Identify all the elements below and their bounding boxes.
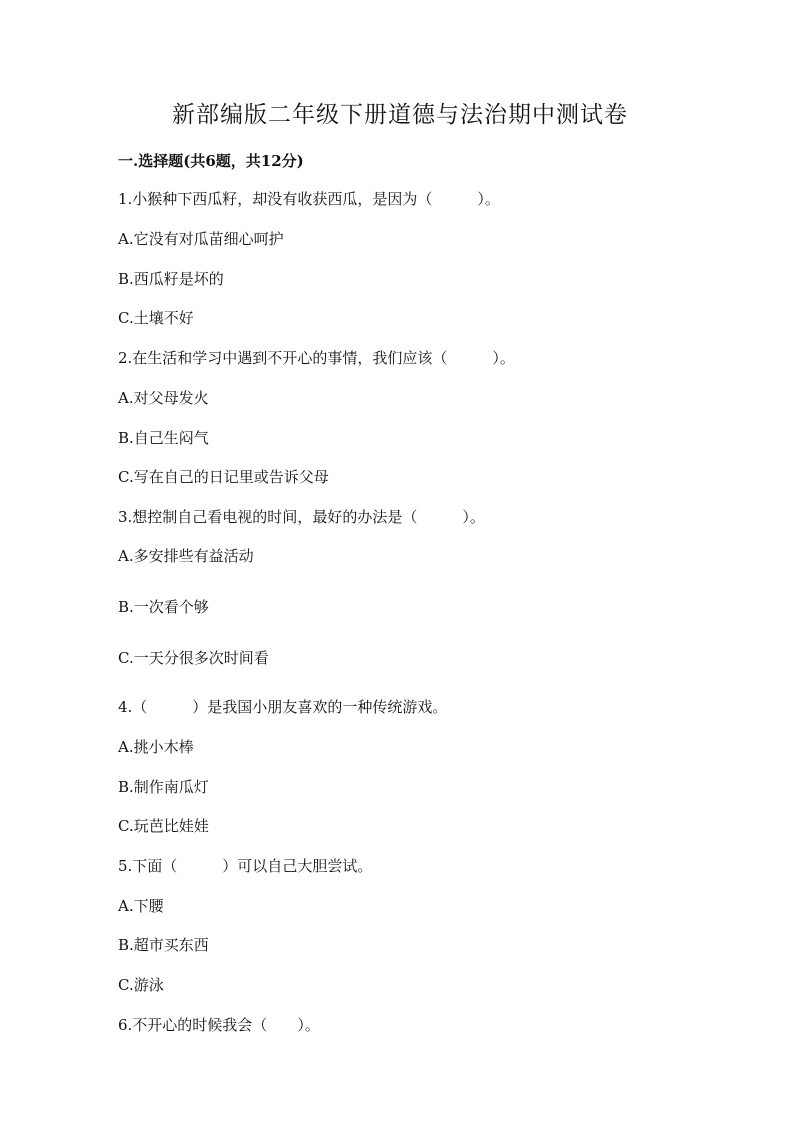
question-4-stem: 4.（ ）是我国小朋友喜欢的一种传统游戏。	[118, 698, 448, 716]
question-2-stem: 2.在生活和学习中遇到不开心的事情，我们应该（ ）。	[118, 349, 515, 367]
question-2-option-a: A.对父母发火	[118, 389, 209, 407]
question-3-stem: 3.想控制自己看电视的时间，最好的办法是（ ）。	[118, 508, 485, 526]
question-1-option-c: C.土壤不好	[118, 309, 194, 327]
question-2-option-c: C.写在自己的日记里或告诉父母	[118, 468, 329, 486]
question-5-option-b: B.超市买东西	[118, 936, 209, 954]
question-3-option-c: C.一天分很多次时间看	[118, 649, 269, 667]
question-5-option-a: A.下腰	[118, 897, 164, 915]
question-1-option-a: A.它没有对瓜苗细心呵护	[118, 230, 284, 248]
question-4-option-a: A.挑小木棒	[118, 738, 194, 756]
question-3-option-a: A.多安排些有益活动	[118, 547, 254, 565]
question-5-stem: 5.下面（ ）可以自己大胆尝试。	[118, 857, 373, 875]
question-1-option-b: B.西瓜籽是坏的	[118, 270, 224, 288]
question-2-option-b: B.自己生闷气	[118, 429, 209, 447]
question-5-option-c: C.游泳	[118, 976, 164, 994]
question-4-option-b: B.制作南瓜灯	[118, 778, 209, 796]
question-3-option-b: B.一次看个够	[118, 598, 209, 616]
question-4-option-c: C.玩芭比娃娃	[118, 817, 209, 835]
question-6-stem: 6.不开心的时候我会（ ）。	[118, 1016, 320, 1034]
page-title: 新部编版二年级下册道德与法治期中测试卷	[172, 102, 628, 128]
section-heading: 一.选择题(共6题，共12分)	[118, 152, 304, 170]
question-1-stem: 1.小猴种下西瓜籽，却没有收获西瓜，是因为（ ）。	[118, 190, 500, 208]
